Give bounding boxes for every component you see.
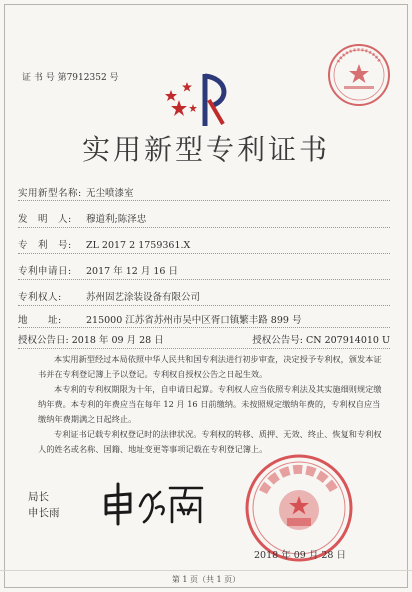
field-filing-date-value: 2017 年 12 月 16 日 <box>86 266 178 277</box>
director-name: 申长雨 <box>28 507 60 519</box>
divider <box>18 348 390 349</box>
paragraph: 专利证书记载专利权登记时的法律状况。专利权的转移、质押、无效、终止、恢复和专利权人的姓名或名称、国籍、地址变更等事项记载在专利登记簿上。 <box>38 429 382 454</box>
grant-info-row <box>18 332 390 346</box>
field-name-label: 实用新型名称: <box>18 188 82 199</box>
page-footer: 第 1 页（共 1 页） <box>171 575 241 584</box>
divider <box>18 200 390 201</box>
field-filing-date <box>18 263 178 277</box>
paragraph: 本专利的专利权期限为十年，自申请日起算。专利权人应当依照专利法及其实施细则规定缴纳年费。本专利的年费应当在每年 12 月 16 日前缴纳。未按照规定缴纳年费的，专利权自应当缴纳年费期满之日起终止。 <box>38 384 382 424</box>
field-address-value: 215000 江苏省苏州市吴中区胥口镇繁丰路 899 号 <box>86 315 302 326</box>
paragraph: 本实用新型经过本局依照中华人民共和国专利法进行初步审查，决定授予专利权，颁发本证书并在专利登记簿上予以登记。专利权自授权公告之日起生效。 <box>38 354 382 379</box>
divider <box>18 227 390 228</box>
field-filing-date-label: 专利申请日: <box>18 266 72 277</box>
grant-number-label: 授权公告号: <box>252 335 303 346</box>
director-signature-icon <box>100 478 208 528</box>
agency-stamp-icon <box>326 42 392 108</box>
director-block <box>28 489 60 521</box>
patent-office-logo-icon <box>165 70 245 130</box>
seal-date: 2018 年 09 月 28 日 <box>254 550 346 561</box>
grant-number-value: CN 207914010 U <box>305 335 390 346</box>
grant-date-label: 授权公告日: <box>18 335 69 346</box>
field-name <box>18 185 134 199</box>
grant-number <box>252 332 390 346</box>
field-inventor-value: 穆道利;陈泽忠 <box>86 214 147 225</box>
field-patent-no <box>18 237 190 251</box>
field-name-value: 无尘喷漆室 <box>86 188 134 199</box>
divider <box>18 279 390 280</box>
footer-divider <box>0 570 412 571</box>
grant-date <box>18 332 164 346</box>
field-address-label: 地 址: <box>18 315 62 326</box>
field-patentee-value: 苏州固艺涂装设备有限公司 <box>86 292 201 303</box>
divider <box>18 305 390 306</box>
field-inventor-label: 发 明 人: <box>18 214 72 225</box>
field-patentee <box>18 289 200 303</box>
director-title: 局长 <box>28 491 49 503</box>
divider <box>18 327 390 328</box>
field-patent-no-value: ZL 2017 2 1759361.X <box>86 240 191 251</box>
field-address <box>18 312 301 326</box>
certificate-title: 实用新型专利证书 <box>81 133 330 166</box>
grant-date-value: 2018 年 09 月 28 日 <box>71 335 164 346</box>
field-patentee-label: 专利权人: <box>18 292 62 303</box>
divider <box>18 253 390 254</box>
field-inventor <box>18 211 146 225</box>
field-patent-no-label: 专 利 号: <box>18 240 72 251</box>
certificate-number: 证 书 号 第7912352 号 <box>22 73 119 83</box>
